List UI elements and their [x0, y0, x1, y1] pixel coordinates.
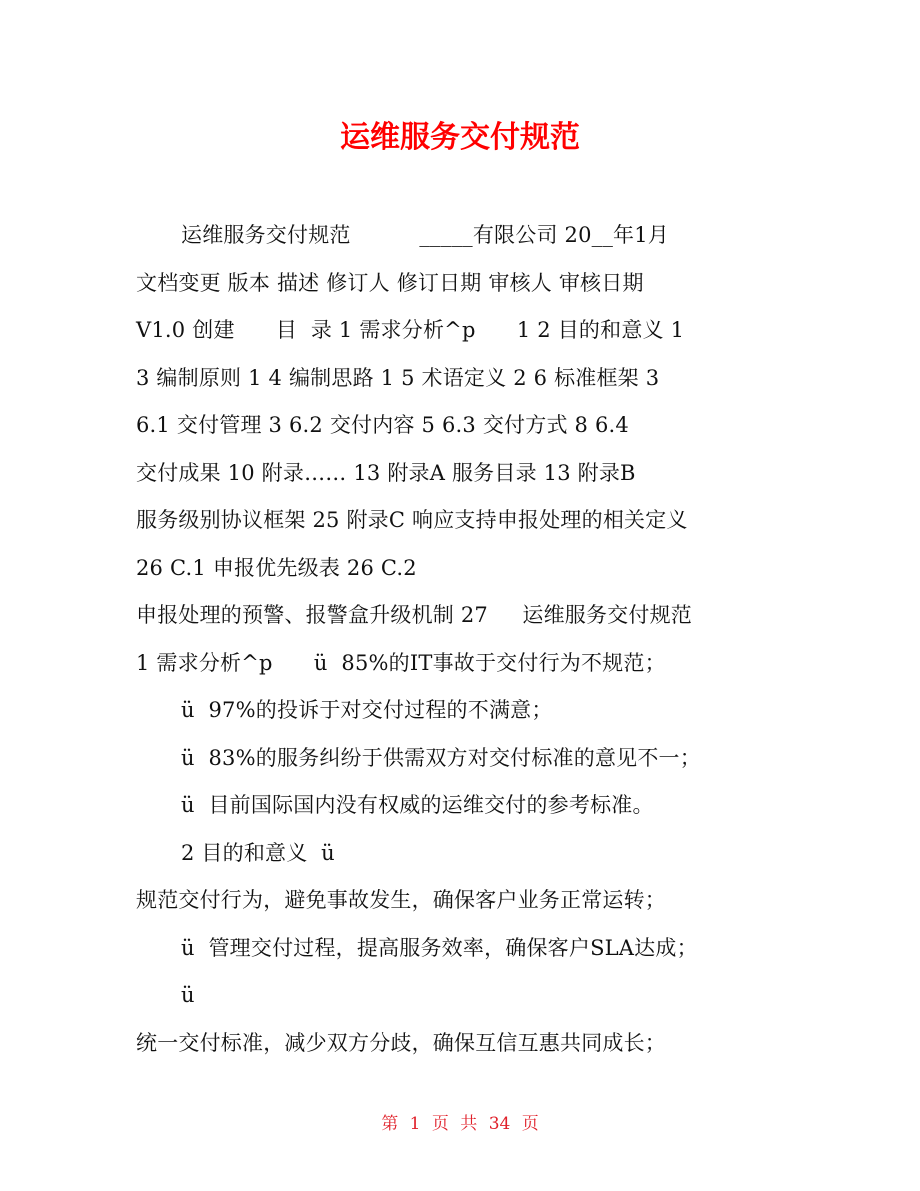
text-line: 26 C.1 申报优先级表 26 C.2: [136, 555, 417, 580]
text-line: 3 编制原则 1 4 编制思路 1 5 术语定义 2 6 标准框架 3: [136, 365, 660, 390]
text-line: ü 83%的服务纠纷于供需双方对交付标准的意见不一；: [181, 745, 701, 770]
page-footer: 第 1 页 共 34 页: [381, 1114, 539, 1134]
text-line: 6.1 交付管理 3 6.2 交付内容 5 6.3 交付方式 8 6.4: [136, 413, 629, 437]
text-line: 规范交付行为，避免事故发生，确保客户业务正常运转；: [136, 888, 666, 912]
text-line: 统一交付标准，减少双方分歧，确保互信互惠共同成长；: [136, 1030, 666, 1055]
text-line: 交付成果 10 附录…… 13 附录A 服务目录 13 附录B: [136, 460, 636, 485]
text-line: ü 目前国际国内没有权威的运维交付的参考标准。: [181, 793, 654, 817]
text-line: 运维服务交付规范 _____有限公司 20__年1月: [181, 223, 670, 247]
text-line: 1 需求分析^p ü 85%的IT事故于交付行为不规范；: [136, 650, 666, 675]
text-line: ü 管理交付过程，提高服务效率，确保客户SLA达成；: [181, 935, 698, 960]
text-line: ü 97%的投诉于对交付过程的不满意；: [181, 698, 553, 722]
text-line: ü: [181, 983, 195, 1007]
text-line: V1.0 创建 目 录 1 需求分析^p 1 2 目的和意义 1: [136, 318, 685, 342]
text-line: 文档变更 版本 描述 修订人 修订日期 审核人 审核日期: [136, 270, 644, 295]
document-title: 运维服务交付规范: [340, 120, 580, 155]
text-line: 申报处理的预警、报警盒升级机制 27 运维服务交付规范: [136, 603, 692, 627]
text-line: 2 目的和意义 ü: [181, 840, 335, 865]
document-body: [136, 212, 786, 1067]
text-line: 服务级别协议框架 25 附录C 响应支持申报处理的相关定义: [136, 508, 688, 532]
